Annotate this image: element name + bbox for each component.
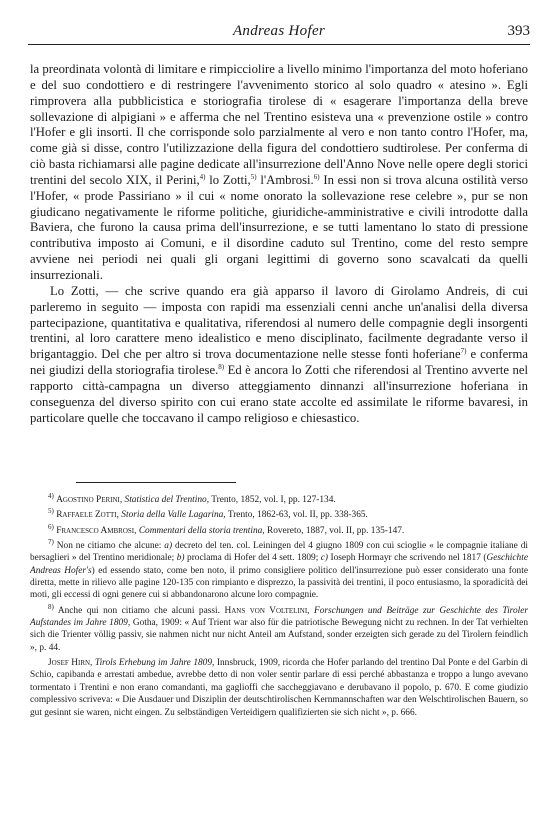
- footnote-5-details: Trento, 1862-63, vol. II, pp. 338-365.: [227, 510, 368, 521]
- footnote-5-number: 5): [48, 507, 54, 516]
- paragraph-1-text-c: l'Ambrosi.: [256, 172, 314, 187]
- footnote-7-number: 7): [48, 537, 54, 546]
- footnote-7-text-a: Non ne citiamo che alcune:: [56, 541, 162, 552]
- paragraph-1: [30, 62, 528, 284]
- main-text: [30, 62, 528, 426]
- footnote-8: [30, 602, 528, 654]
- footnote-ref-5: 5): [250, 172, 257, 181]
- footnote-6-author: Francesco Ambrosi,: [56, 525, 137, 536]
- footnote-8-continued: [30, 657, 528, 719]
- footnote-4-details: Trento, 1852, vol. I, pp. 127-134.: [211, 495, 336, 505]
- footnote-8-text-c: Innsbruck, 1909, ricorda che Hofer parlando del trentino Dal Ponte e del Garbin di Schio, capibanda e arrestati ambedue, avrebbe detto di non voler sentir parlare di essi perché abbastanza e troppo a lungo avevano tormentato i Trentini e non erano comandanti, ma gaglioffi che saccheggiavano e derubavano il popolo, p. 670. E come giudizio complessivo scriveva: « Die Ausdauer und Disziplin der deutschtirolischen Kernmannschaften war den Welschtirolischen Bauern, so gut gesinnt sie waren, nicht eingen. Zu selbständigen Verteidigern qualifizierten sie sich nicht », p. 666.: [30, 658, 528, 718]
- footnote-7-text-e: ) ed essendo stato, come ben noto, il primo consigliere politico dell'insurrezione può esser considerato una fonte diretta, mette in rilievo alle pagine 120-135 con rimpianto e disprezzo, la passività dei trentini, il poco entusiasmo, la sporadicità dei moti, gli eccessi di ogni genere cui si abbandonarono alcune loro compagnie.: [30, 565, 528, 601]
- page-header: [28, 22, 530, 45]
- footnote-4-author: Agostino Perini,: [56, 495, 123, 505]
- footnote-8-title: Forschungen und Beiträge zur Geschichte des Tiroler Aufstandes im Jahre 1809,: [30, 605, 528, 629]
- paragraph-1-text: la preordinata volontà di limitare e rimpicciolire a livello minimo l'importanza del moto hoferiano e del suo condottiero e di restringere l'avvenimento storico al solo quadro « atesino ». Egli rimprovera alla pubblicistica e storiografia tirolese di « esagerare l'importanza della breve sollevazione di alpigiani » e afferma che nel Trentino esisteva una « prevenzione ostile » contro l'Hofer e gli insorti. Il che corrisponde solo parzialmente al vero e non tanto contro l'Hofer, ma, come già si disse, contro l'utilizzazione della figura del condottiero sudtirolese. Per conferma di ciò basta richiamarsi alle pagine dedicate all'insurrezione dell'Anno Nove nelle opere degli storici trentini del secolo XIX, il Perini,: [30, 62, 528, 187]
- footnote-7-text-c: proclama di Hofer del 4 sett. 1809;: [187, 553, 319, 564]
- footnote-8-text-a: Anche qui non citiamo che alcuni passi.: [57, 605, 220, 616]
- footnote-ref-7: 7): [460, 346, 467, 355]
- footnote-7-text-d: Ioseph Hormayr che scrivendo nel 1817 (: [330, 553, 487, 564]
- page-number: 393: [507, 23, 530, 39]
- footnote-ref-4: 4): [199, 172, 206, 181]
- footnote-6-number: 6): [48, 522, 54, 531]
- footnote-7-marker-b: b): [176, 553, 185, 564]
- footnote-4-number: 4): [48, 491, 54, 500]
- footnote-4: [30, 491, 528, 506]
- footnote-4-title: Statistica del Trentino,: [124, 495, 210, 505]
- footnote-divider: [76, 482, 236, 483]
- footnote-7: [30, 537, 528, 602]
- footnote-ref-6: 6): [313, 172, 320, 181]
- paragraph-2-text-c: Ed è ancora lo Zotti che riferendosi al Trentino avverte nel rapporto città-campagna un diverso atteggiamento dinnanzi all'insurrezione hoferiana in conseguenza del diverso spirito con cui erano state accolte ed assimilate le riforme bavaresi, in particolare quelle che toccavano il campo religioso e chiesastico.: [30, 363, 528, 425]
- footnote-8-number: 8): [48, 602, 54, 611]
- footnote-5: [30, 509, 528, 521]
- paragraph-1-text-b: lo Zotti,: [205, 172, 251, 187]
- footnote-6: [30, 522, 528, 537]
- footnote-7-marker-a: a): [164, 541, 173, 552]
- paragraph-2-text-b: e conferma nei giudizi della storiografia tirolese.: [30, 347, 528, 378]
- paragraph-2-text: Lo Zotti, — che scrive quando era già apparso il lavoro di Girolamo Andreis, di cui parleremo in seguito — imposta con rapidi ma essenziali cenni anche un'analisi della diversa partecipazione, quantitativa e qualitativa, riferendosi al numero delle compagnie degli insorgenti trentini, al loro carattere meno idealistico e meno disciplinato, facilmente degradante verso il brigantaggio. Del che per altro si trova documentazione nelle stesse fonti hoferiane: [30, 283, 528, 362]
- footnotes: [30, 491, 528, 719]
- footnote-5-title: Storia della Valle Lagarina,: [121, 510, 226, 521]
- footnote-8-title-2: Tirols Erhebung im Jahre 1809,: [94, 658, 215, 669]
- running-head: Andreas Hofer: [232, 23, 326, 39]
- footnote-5-author: Raffaele Zotti,: [56, 510, 119, 521]
- footnote-6-title: Commentari della storia trentina,: [138, 525, 265, 536]
- footnote-8-text-b: Gotha, 1909: « Auf Trient war also für die patriotische Bewegung nicht zu rechnen. In der Tat verhielten sich die Trienter völlig passiv, sie nahmen nicht nur nicht Anteil am Aufstand, sonder erzeigten sich gerade zu del Tirolern feindlich », p. 44.: [30, 618, 528, 653]
- footnote-7-marker-c: c): [320, 553, 329, 564]
- footnote-7-text-b: decreto del ten. col. Leiningen del 4 giugno 1809 con cui scioglie « le compagnie italiane di bersaglieri » del Trentino meridionale;: [30, 541, 528, 564]
- footnote-ref-8: 8): [218, 362, 225, 371]
- footnote-6-details: Rovereto, 1887, vol. II, pp. 135-147.: [266, 525, 405, 536]
- footnote-7-title: Geschichte Andreas Hofer's: [30, 553, 528, 576]
- paragraph-1-text-d: In essi non si trova alcuna ostilità verso l'Hofer, « prode Passiriano » il cui « nome onorato la sollevazione rese celebre », pur se non giudicano negativamente le riforme politiche, giuridiche-amministrative e civili introdotte dalla Baviera, che furono la causa prima dell'insurrezione, e se tutti lamentano lo stato di pressione contributiva imposto ai Comuni, e il disordine caduto sul Trentino, come del resto sempre avviene nei periodi nei quali gli organi legittimi di governo sono scavalcati da quelli insurrezionali.: [30, 172, 528, 282]
- footnote-8-author: Hans von Voltelini,: [224, 605, 310, 616]
- paragraph-2: [30, 284, 528, 427]
- footnote-8-author-2: Josef Hirn,: [48, 658, 93, 669]
